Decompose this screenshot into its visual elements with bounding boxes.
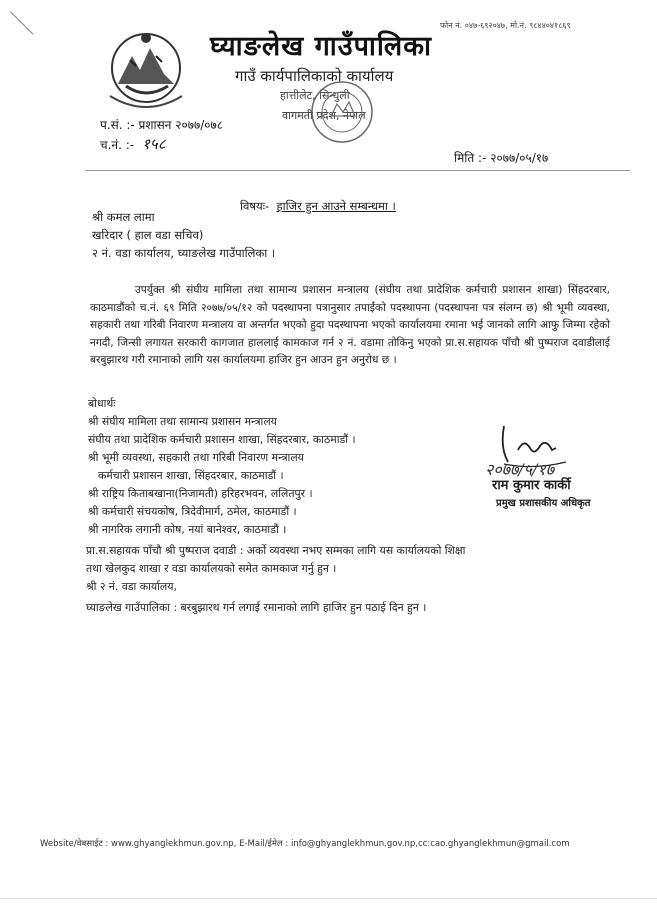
cc-item: श्री राष्ट्रिय किताबखाना(निजामती) हरिहरभवन, ललितपुर । bbox=[88, 487, 313, 500]
page-fold-mark bbox=[10, 0, 56, 35]
office-subtitle: गाउँ कार्यपालिकाको कार्यालय bbox=[235, 67, 394, 85]
office-province: वागमती प्रदेश, नेपाल bbox=[282, 109, 366, 122]
cc-item: श्री कर्मचारी संचयकोष, त्रिदेवीमार्ग, ठमेल, काठमाडौं । bbox=[88, 505, 297, 518]
office-stamp bbox=[307, 76, 377, 148]
header-divider bbox=[85, 170, 630, 171]
dispatch-number bbox=[100, 134, 166, 154]
signatory-name: राम कुमार कार्की bbox=[492, 478, 571, 493]
contact-numbers: फोन नं. ०४७-६९२०४७, मो.नं. ९८४४०४१८६९ bbox=[440, 21, 571, 30]
cc-item: प्रा.स.सहायक पाँचौ श्री पुष्पराज दवाडी : अर्को व्यवस्था नभए सम्मका लागि यस कार्यालयको शिक्षा bbox=[86, 544, 466, 557]
cc-item: कर्मचारी प्रशासन शाखा, सिंहदरबार, काठमाडौं । bbox=[98, 469, 284, 482]
subject-line bbox=[240, 199, 396, 214]
addressee-office: २ नं. वडा कार्यालय, घ्याङलेख गाउँपालिका । bbox=[92, 246, 276, 260]
footer-contact: Website/वेबसाईट : www.ghyanglekhmun.gov.np, E-Mail/ईमेल : info@ghyanglekhmun.gov.np,cc:cao.ghyanglekhmun@gmail.com bbox=[40, 839, 570, 849]
cc-label: बोधार्थः bbox=[88, 397, 116, 410]
subject-label: विषयः- bbox=[240, 199, 270, 213]
dispatch-label: च.नं. :- bbox=[100, 138, 135, 152]
cc-item: श्री संघीय मामिला तथा सामान्य प्रशासन मन्त्रालय bbox=[88, 415, 277, 428]
footer-divider bbox=[0, 898, 657, 899]
cc-item: श्री भूमी व्यवस्था, सहकारी तथा गरिबी निवारण मन्त्रालय bbox=[88, 451, 304, 464]
office-address: हात्तीलेट, सिन्धुली bbox=[280, 89, 350, 102]
reference-number: प.सं. :- प्रशासन २०७७/०७८ bbox=[100, 118, 223, 132]
nepal-emblem-logo bbox=[100, 26, 192, 114]
cc-item: घ्याङलेख गाउँपालिका : बरबुझारथ गर्न लगाई रमानाको लागि हाजिर हुन पठाई दिन हुन । bbox=[86, 601, 427, 614]
subject-value: हाजिर हुन आउने सम्बन्धमा । bbox=[276, 199, 396, 213]
cc-item: श्री नागरिक लगानी कोष, नयां बानेश्वर, काठमाडौं । bbox=[88, 523, 287, 536]
dispatch-value: १५८ bbox=[142, 135, 166, 153]
signature-date: २०७७/५/१७ bbox=[485, 460, 555, 479]
cc-item: संघीय तथा प्रादेशिक कर्मचारी प्रशासन शाखा, सिंहदरबार, काठमाडौं । bbox=[88, 433, 356, 446]
letter-body: उपर्युक्त श्री संघीय मामिला तथा सामान्य प्रशासन मन्त्रालय (संघीय तथा प्रादेशिक कर्मचारी प्रशासन शाखा) सिंहदरबार, काठमाडौंको च.नं. ६९ मिति २०७७/०५/१२ को पदस्थापना पत्रानुसार तपाईंको पदस्थापना (पदस्थापना पत्र संलग्न छ) श्री भूमी व्यवस्था, सहकारी तथा गरिबी निवारण मन्त्रालय वा अन्तर्गत भएको हुदा पदस्थापना भएको कार्यालयमा रमाना भई जानको लागि आफु जिम्मा रहेको नगदी, जिन्सी लगायत सरकारी कागजात हाललाई कामकाज गर्न २ नं. वडामा तोकिनु भएको प्रा.स.सहायक पाँचौ श्री पुष्पराज दवाडीलाई बरबुझारथ गरी रमानाको लागि यस कार्यालयमा हाजिर हुन आउन हुन अनुरोध छ । bbox=[90, 284, 610, 366]
addressee-position: खरिदार ( हाल वडा सचिव) bbox=[92, 228, 204, 242]
letter-date: मिति :- २०७७/०५/१७ bbox=[454, 151, 549, 165]
signatory-title: प्रमुख प्रशासकीय अधिकृत bbox=[496, 498, 591, 509]
office-name: घ्याङलेख गाउँपालिका bbox=[210, 31, 432, 62]
addressee-name: श्री कमल लामा bbox=[92, 210, 155, 224]
cc-item: श्री २ नं. वडा कार्यालय, bbox=[86, 580, 177, 593]
cc-item: तथा खेलकुद शाखा र वडा कार्यालयको समेत कामकाज गर्नु हुन । bbox=[86, 562, 337, 575]
